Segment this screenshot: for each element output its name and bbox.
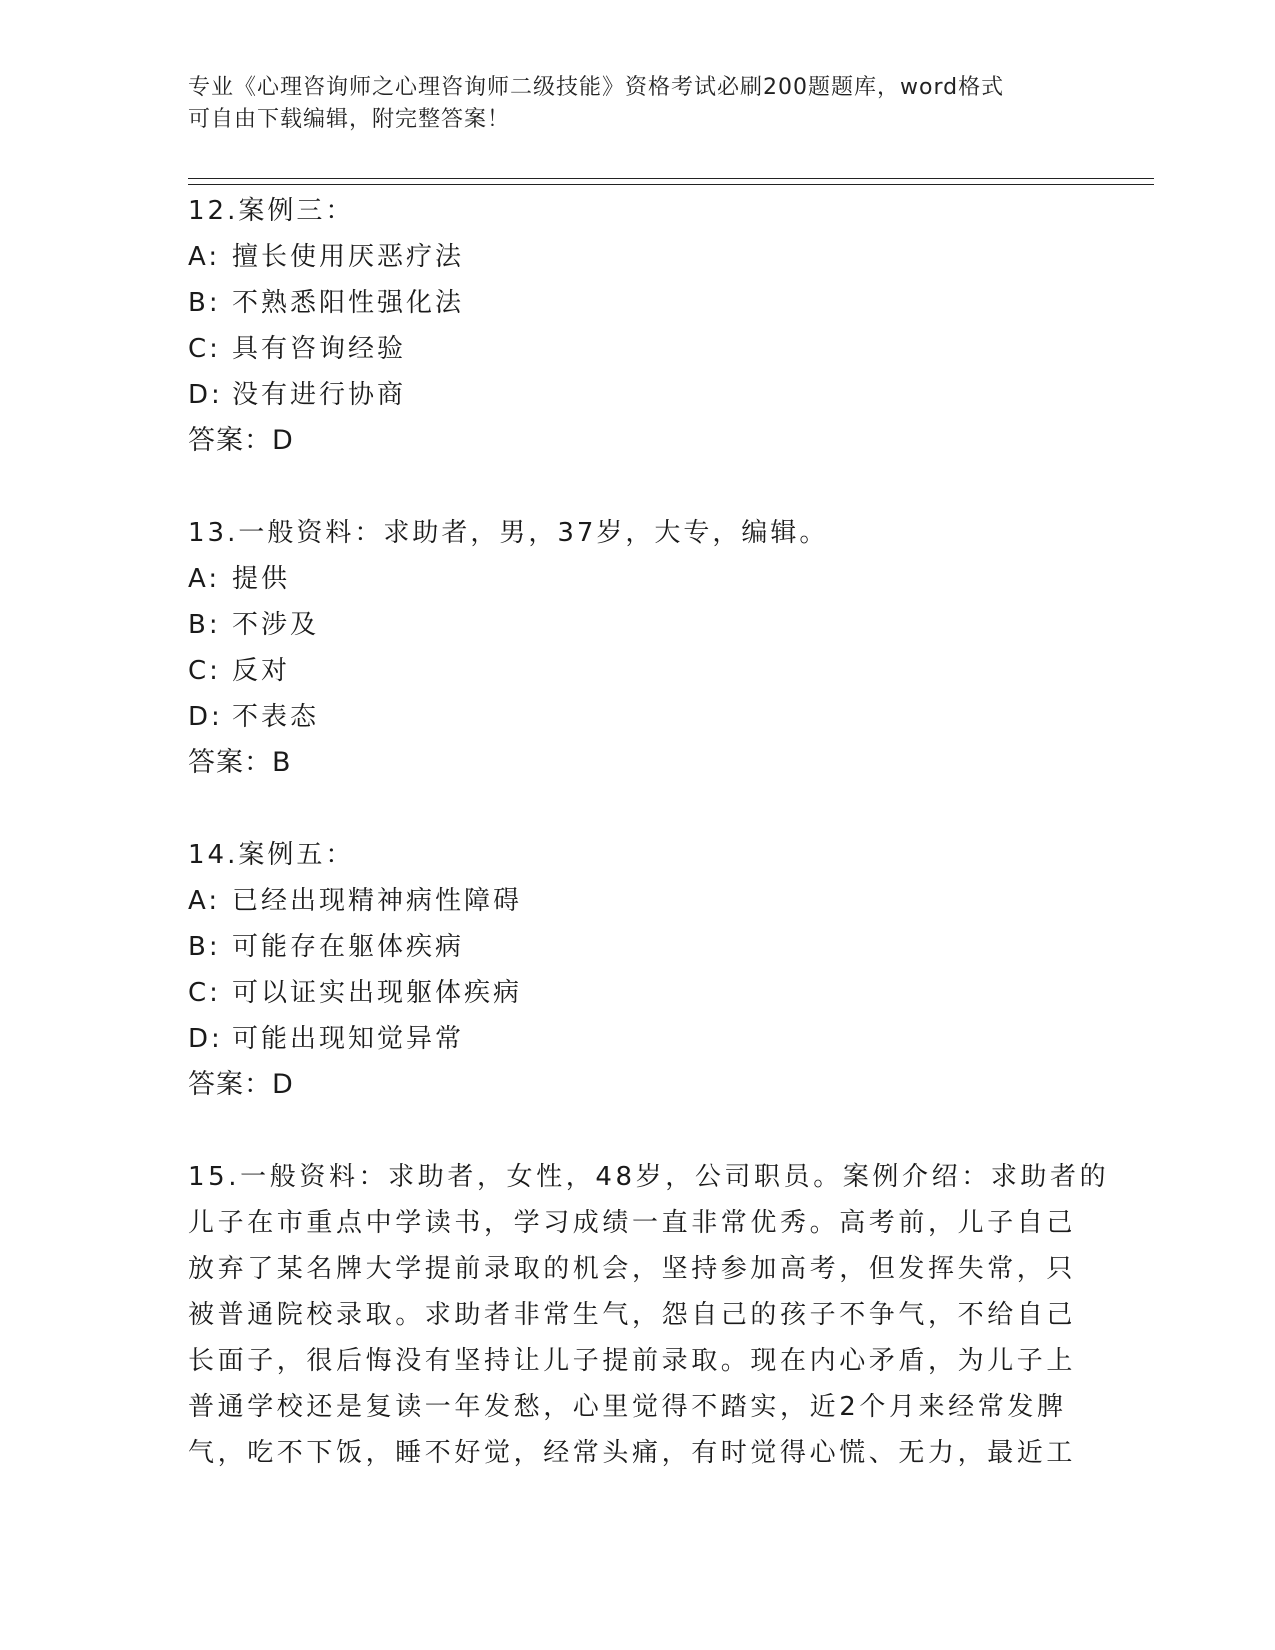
answer-label: 答案： <box>188 747 272 778</box>
question-13 <box>188 510 1088 786</box>
header-divider-bottom <box>188 184 1154 185</box>
document-header <box>188 72 1088 136</box>
answer-line <box>188 418 1088 464</box>
question-stem: 14.案例五： <box>188 840 355 870</box>
answer-label: 答案： <box>188 425 272 456</box>
paragraph-line: 15.一般资料：求助者，女性，48岁，公司职员。案例介绍：求助者的 <box>188 1162 1110 1192</box>
paragraph-line: 儿子在市重点中学读书，学习成绩一直非常优秀。高考前，儿子自己 <box>188 1208 1077 1238</box>
option-c <box>188 648 1088 694</box>
option-text: 可以证实出现躯体疾病 <box>232 978 523 1008</box>
option-d <box>188 372 1088 418</box>
option-b <box>188 924 1088 970</box>
answer-value: D <box>272 425 294 456</box>
question-stem: 12.案例三： <box>188 196 355 226</box>
paragraph-line: 长面子，很后悔没有坚持让儿子提前录取。现在内心矛盾，为儿子上 <box>188 1346 1077 1376</box>
option-letter: D: <box>188 702 223 732</box>
question-15 <box>188 1154 1110 1476</box>
option-b <box>188 602 1088 648</box>
option-letter: A: <box>188 564 221 594</box>
option-text: 可能存在躯体疾病 <box>232 932 465 962</box>
option-text: 擅长使用厌恶疗法 <box>232 242 465 272</box>
option-a <box>188 878 1088 924</box>
option-letter: B: <box>188 288 221 318</box>
option-text: 可能出现知觉异常 <box>232 1024 465 1054</box>
paragraph-line: 放弃了某名牌大学提前录取的机会，坚持参加高考，但发挥失常，只 <box>188 1254 1077 1284</box>
option-c <box>188 970 1088 1016</box>
option-c <box>188 326 1088 372</box>
option-text: 不熟悉阳性强化法 <box>232 288 465 318</box>
option-text: 没有进行协商 <box>232 380 407 410</box>
answer-value: D <box>272 1069 294 1100</box>
question-12 <box>188 188 1088 464</box>
option-letter: B: <box>188 610 221 640</box>
option-letter: A: <box>188 242 221 272</box>
answer-line <box>188 1062 1088 1108</box>
option-text: 已经出现精神病性障碍 <box>232 886 523 916</box>
option-text: 提供 <box>232 564 291 594</box>
option-d <box>188 1016 1088 1062</box>
option-d <box>188 694 1088 740</box>
answer-label: 答案： <box>188 1069 272 1100</box>
option-letter: C: <box>188 334 221 364</box>
paragraph-line: 气，吃不下饭，睡不好觉，经常头痛，有时觉得心慌、无力，最近工 <box>188 1438 1077 1468</box>
option-letter: C: <box>188 978 221 1008</box>
option-letter: D: <box>188 1024 223 1054</box>
paragraph-line: 普通学校还是复读一年发愁，心里觉得不踏实，近2个月来经常发脾 <box>188 1392 1067 1422</box>
answer-line <box>188 740 1088 786</box>
option-text: 不表态 <box>232 702 320 732</box>
header-title-line-1: 专业《心理咨询师之心理咨询师二级技能》资格考试必刷200题题库，word格式 <box>188 75 1005 100</box>
question-14 <box>188 832 1088 1108</box>
answer-value: B <box>272 747 292 778</box>
option-text: 具有咨询经验 <box>232 334 407 364</box>
option-a <box>188 234 1088 280</box>
option-b <box>188 280 1088 326</box>
question-stem: 13.一般资料：求助者，男，37岁，大专，编辑。 <box>188 518 829 548</box>
option-letter: B: <box>188 932 221 962</box>
question-list <box>188 188 1110 1522</box>
paragraph-line: 被普通院校录取。求助者非常生气，怨自己的孩子不争气，不给自己 <box>188 1300 1077 1330</box>
option-letter: D: <box>188 380 223 410</box>
option-text: 不涉及 <box>232 610 320 640</box>
option-a <box>188 556 1088 602</box>
option-letter: C: <box>188 656 221 686</box>
header-title-line-2: 可自由下载编辑，附完整答案！ <box>188 107 511 132</box>
option-letter: A: <box>188 886 221 916</box>
option-text: 反对 <box>232 656 291 686</box>
header-divider-top <box>188 178 1154 179</box>
